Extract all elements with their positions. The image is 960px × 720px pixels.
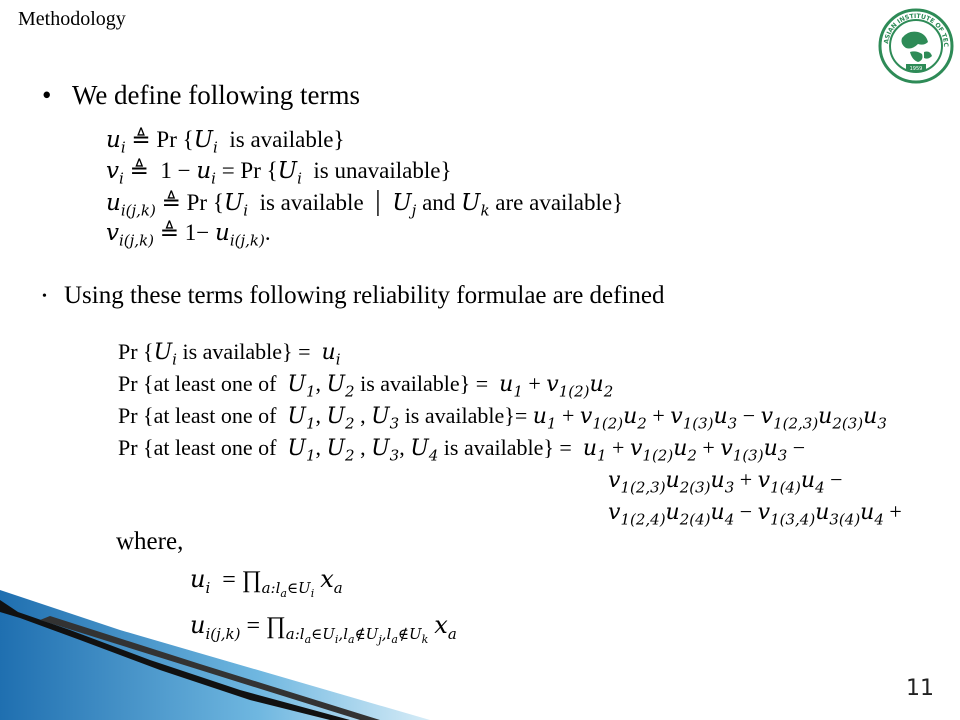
formula-line: $v_{1(2,4)}u_{2(4)}u_4 - v_{1(3,4)}u_{3(4)}u_4$ +	[608, 499, 902, 529]
bullet-dot: •	[42, 289, 47, 305]
logo-ring-text: ASIAN INSTITUTE OF TEC	[883, 12, 950, 48]
ait-logo	[878, 8, 954, 84]
where-formula-line: $u_i$ = $\prod_{a:l_a\in U_i}$ $x_a$	[190, 565, 343, 600]
formulae-continuation	[608, 464, 902, 528]
where-formula-line: $u_{i(j,k)}$ = $\prod_{a:l_a\in U_i,l_a\notin U_j,l_a\notin U_k}$ $x_a$	[190, 611, 457, 646]
page-number: 11	[906, 676, 934, 701]
bullet-define-terms	[42, 80, 360, 111]
logo-year: 1959	[909, 66, 923, 72]
bullet-text: We define following terms	[72, 80, 360, 110]
bullet-text: Using these terms following reliability formulae are defined	[64, 282, 665, 309]
formula-line: $v_{1(2,3)}u_{2(3)}u_3 + v_{1(4)}u_4$ −	[608, 467, 843, 497]
definition-line: $v_{i(j,k)}$ ≜ $1- u_{i(j,k)}$.	[106, 220, 271, 250]
bullet-dot: •	[42, 80, 52, 110]
formula-line: Pr {at least one of $U_1$, $U_2$ is available} = $u_1 + v_{1(2)}u_2$	[118, 371, 614, 401]
definition-line: $v_i$ ≜ $1 - u_i = Pr$ {$U_i$ is unavailable}	[106, 158, 452, 188]
where-label: where,	[116, 528, 184, 555]
bullet-reliability-formulae	[42, 282, 665, 310]
ait-seal-icon	[878, 8, 954, 84]
definitions-block	[106, 124, 623, 248]
corner-decoration	[0, 590, 430, 720]
slide-section-title: Methodology	[18, 8, 126, 30]
formula-line: Pr {at least one of $U_1$, $U_2$ , $U_3$, $U_4$ is available} = $u_1 + v_{1(2)}u_2 + v_{1(3)}u_3$ −	[118, 435, 806, 465]
definition-line: $u_{i(j,k)}$ ≜ Pr {$U_i$ is available | $U_j$ and $U_k$ are available}	[106, 186, 624, 220]
formula-line: Pr {$U_i$ is available} = $u_i$	[118, 339, 341, 369]
definition-line: $u_i$ ≜ Pr {$U_i$ is available}	[106, 127, 345, 157]
formula-line: Pr {at least one of $U_1$, $U_2$ , $U_3$ is available}= $u_1 + v_{1(2)}u_2 + v_{1(3)}u_3 - v_{1(2,3)}u_{2(3)}u_3$	[118, 403, 887, 433]
formulae-block	[118, 336, 887, 464]
